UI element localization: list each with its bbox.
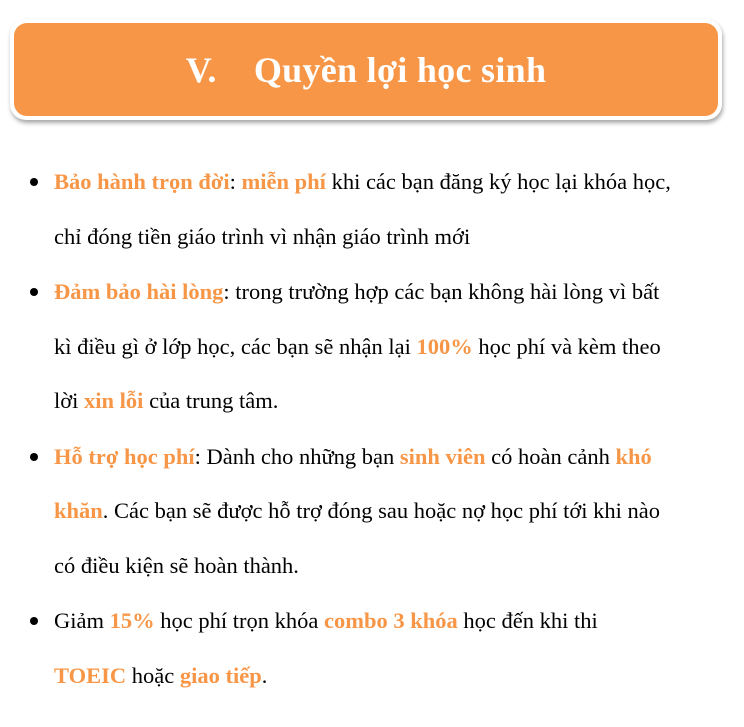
text: Giảm [54, 608, 110, 633]
list-item-lifetime-warranty [24, 155, 674, 264]
section-header-fill [14, 23, 718, 116]
highlight: 15% [109, 608, 155, 633]
text: có hoàn cảnh [485, 443, 616, 469]
text: học phí trọn khóa [154, 608, 324, 633]
text: : Dành cho những bạn [194, 443, 400, 469]
highlight: khó khăn [54, 443, 652, 523]
highlight: TOEIC [54, 662, 127, 688]
list-item-satisfaction-guarantee [24, 265, 674, 429]
highlight: sinh viên [399, 443, 486, 469]
highlight: Hỗ trợ học phí [54, 443, 195, 469]
section-header-banner [10, 19, 722, 120]
highlight: miễn phí [241, 169, 326, 194]
list-item-tuition-support [24, 430, 674, 594]
bullet-icon [30, 617, 38, 625]
highlight: Bảo hành trọn đời [54, 169, 230, 194]
text: . [261, 662, 268, 688]
text: hoặc [126, 662, 180, 688]
highlight: 100% [416, 333, 473, 359]
highlight: combo 3 khóa [323, 608, 458, 633]
bullet-icon [30, 178, 38, 186]
benefits-list [24, 155, 674, 704]
text: khi các bạn đăng ký học lại khóa học, chỉ đóng tiền giáo trình vì nhận giáo trình mới [54, 169, 671, 249]
highlight: Đảm bảo hài lòng [54, 279, 224, 304]
text: : trong trường hợp các bạn không hài lòng vì bất kì điều gì ở lớp học, các bạn sẽ nhận lại [54, 279, 660, 359]
bullet-icon [30, 288, 38, 296]
section-title: V. Quyền lợi học sinh [185, 49, 547, 90]
text: : [229, 169, 242, 194]
bullet-icon [30, 453, 38, 461]
text: của trung tâm. [143, 388, 279, 413]
text: . Các bạn sẽ được hỗ trợ đóng sau hoặc nợ học phí tới khi nào có điều kiện sẽ hoàn thành. [54, 498, 660, 578]
text: học phí và kèm theo lời [54, 333, 661, 413]
highlight: giao tiếp [179, 662, 262, 688]
text: học đến khi thi [457, 608, 598, 633]
list-item-discount [24, 594, 674, 703]
highlight: xin lỗi [84, 388, 144, 413]
